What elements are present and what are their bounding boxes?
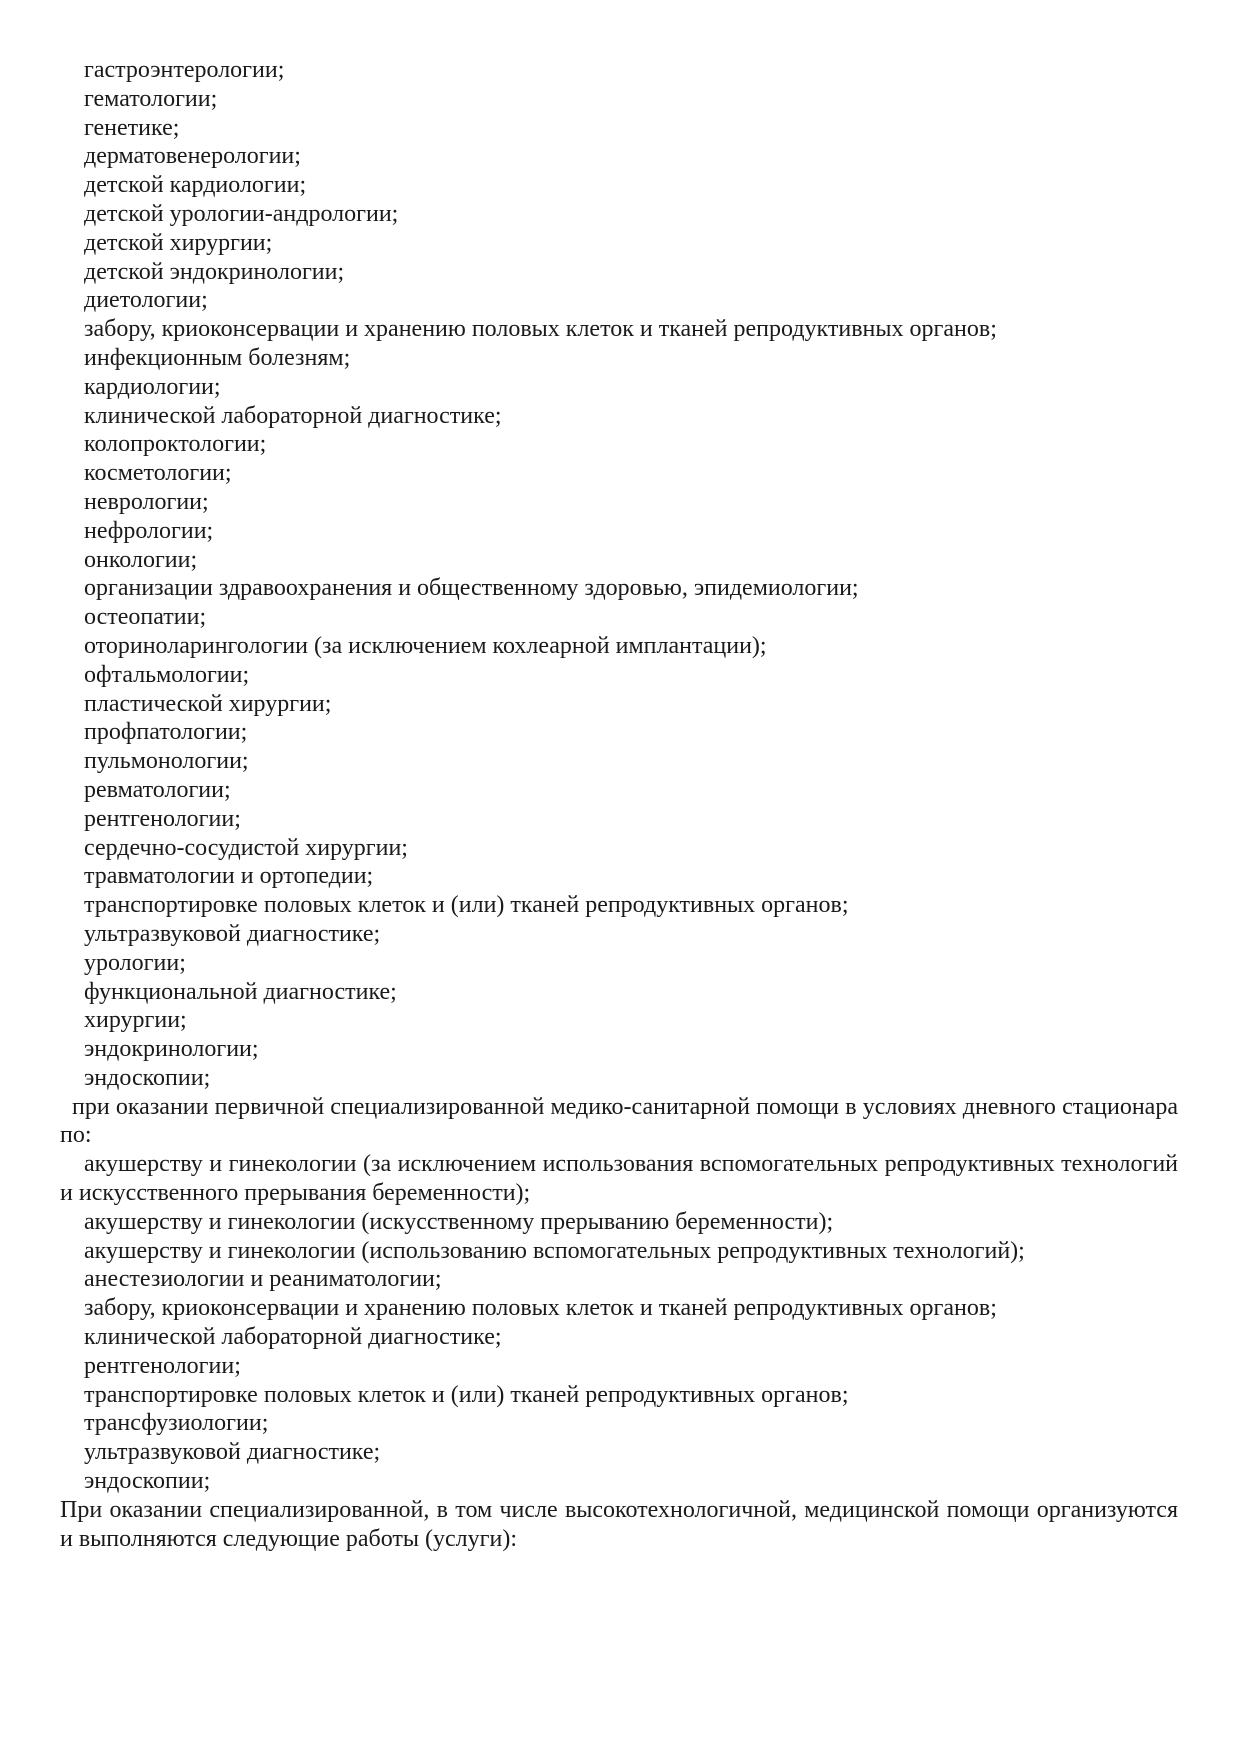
- list-item: акушерству и гинекологии (искусственному прерыванию беременности);: [84, 1208, 834, 1235]
- list-item: детской урологии-андрологии;: [84, 200, 399, 227]
- list-item: транспортировке половых клеток и (или) тканей репродуктивных органов;: [84, 892, 849, 919]
- list-item: рентгенологии;: [84, 1352, 241, 1379]
- final-paragraph: При оказании специализированной, в том числе высокотехнологичной, медицинской помощи организуются и выполняются следующие работы (услуги):: [60, 1496, 1178, 1552]
- list-item: офтальмологии;: [84, 661, 250, 688]
- list-item: остеопатии;: [84, 604, 207, 631]
- list-item: эндоскопии;: [84, 1468, 211, 1495]
- list-item: рентгенологии;: [84, 805, 241, 832]
- list-item: оториноларингологии (за исключением кохлеарной имплантации);: [84, 632, 767, 659]
- list-item-obstetrics-exclusion: акушерству и гинекологии (за исключением использования вспомогательных репродуктивных технологий и искусственного прерывания беременности);: [60, 1151, 1178, 1207]
- list-item: организации здравоохранения и общественному здоровью, эпидемиологии;: [84, 575, 859, 602]
- document-page: [60, 56, 1178, 1553]
- list-item: пульмонологии;: [84, 748, 249, 775]
- list-item: нефрологии;: [84, 517, 214, 544]
- list-item: диетологии;: [84, 287, 208, 314]
- list-item: неврологии;: [84, 488, 209, 515]
- list-item: профпатологии;: [84, 719, 248, 746]
- list-item: хирургии;: [84, 1007, 187, 1034]
- list-item: детской эндокринологии;: [84, 258, 345, 285]
- list-item: кардиологии;: [84, 373, 221, 400]
- list-item: эндокринологии;: [84, 1036, 259, 1063]
- list-item: колопроктологии;: [84, 431, 267, 458]
- list-item: акушерству и гинекологии (использованию вспомогательных репродуктивных технологий);: [84, 1237, 1025, 1264]
- list-item: ревматологии;: [84, 776, 231, 803]
- list-item: инфекционным болезням;: [84, 344, 351, 371]
- list-item: трансфузиологии;: [84, 1410, 269, 1437]
- list-item: косметологии;: [84, 460, 232, 487]
- list-item: детской хирургии;: [84, 229, 273, 256]
- list-item: транспортировке половых клеток и (или) тканей репродуктивных органов;: [84, 1381, 849, 1408]
- list-item: клинической лабораторной диагностике;: [84, 1324, 502, 1351]
- list-item: клинической лабораторной диагностике;: [84, 402, 502, 429]
- list-item: пластической хирургии;: [84, 690, 332, 717]
- specialties-list-primary: [60, 56, 1178, 1093]
- list-item: ультразвуковой диагностике;: [84, 1439, 381, 1466]
- list-item: дерматовенерологии;: [84, 143, 301, 170]
- list-item: гастроэнтерологии;: [84, 57, 285, 83]
- list-item: урологии;: [84, 949, 186, 976]
- section-heading-day-stationary: при оказании первичной специализированной медико-санитарной помощи в условиях дневного стационара по:: [60, 1093, 1178, 1149]
- list-item: функциональной диагностике;: [84, 978, 397, 1005]
- list-item: генетике;: [84, 114, 180, 141]
- list-item: травматологии и ортопедии;: [84, 863, 374, 890]
- list-item: сердечно-сосудистой хирургии;: [84, 834, 408, 861]
- list-item: забору, криоконсервации и хранению половых клеток и тканей репродуктивных органов;: [84, 1295, 997, 1322]
- list-item: детской кардиологии;: [84, 172, 307, 199]
- list-item: забору, криоконсервации и хранению половых клеток и тканей репродуктивных органов;: [84, 316, 997, 343]
- specialties-list-day-stationary: [60, 1208, 1178, 1496]
- list-item: ультразвуковой диагностике;: [84, 920, 381, 947]
- list-item: онкологии;: [84, 546, 198, 573]
- list-item: анестезиологии и реаниматологии;: [84, 1266, 442, 1293]
- list-item: гематологии;: [84, 85, 218, 112]
- list-item: эндоскопии;: [84, 1064, 211, 1091]
